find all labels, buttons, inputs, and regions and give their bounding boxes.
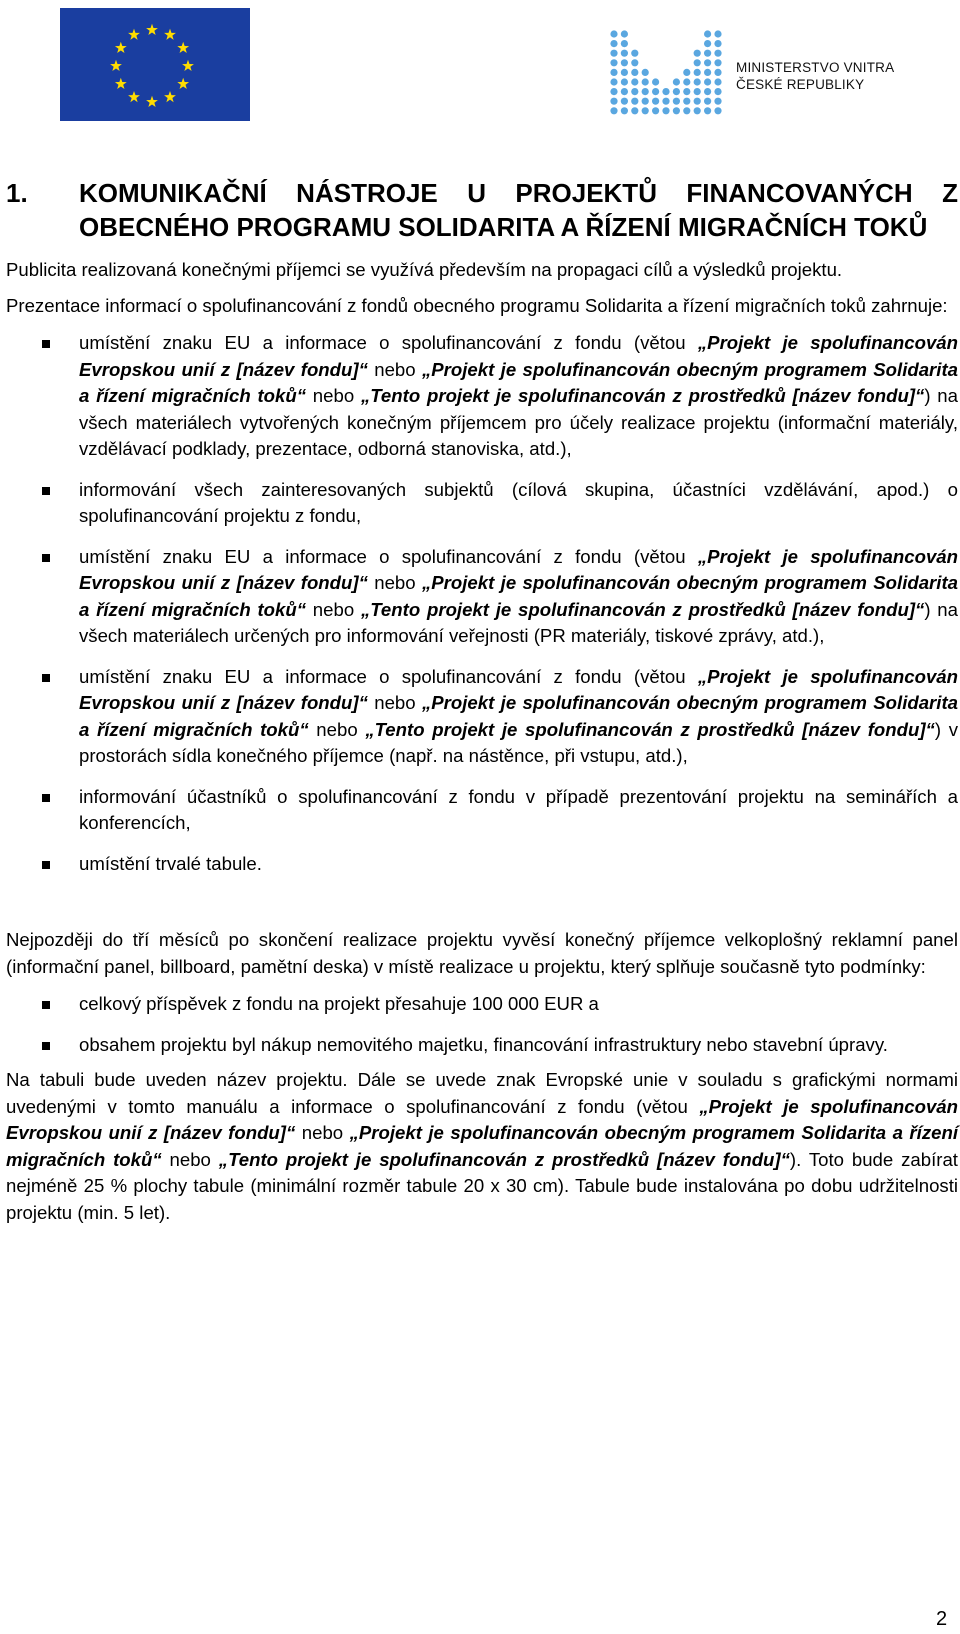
section-heading xyxy=(6,176,958,244)
logo-dot xyxy=(714,30,721,37)
logo-dot xyxy=(610,88,617,95)
logo-dot xyxy=(714,69,721,76)
logo-dot xyxy=(714,40,721,47)
bullet-icon xyxy=(42,487,50,495)
document-body xyxy=(6,176,958,1226)
logo-dot xyxy=(694,78,701,85)
logo-dot xyxy=(621,88,628,95)
ministry-name-line2: ČESKÉ REPUBLIKY xyxy=(736,77,865,92)
bullet-icon xyxy=(42,340,50,348)
logo-dot xyxy=(652,107,659,114)
ministry-dots-icon xyxy=(608,28,728,116)
logo-dot xyxy=(642,107,649,114)
publicity-list xyxy=(6,330,958,877)
logo-dot xyxy=(610,78,617,85)
bullet-icon xyxy=(42,1042,50,1050)
intro-paragraph-2: Prezentace informací o spolufinancování z fondů obecného programu Solidarita a řízení migračních toků zahrnuje: xyxy=(6,294,948,316)
logo-dot xyxy=(673,98,680,105)
logo-dot xyxy=(673,78,680,85)
logo-dot xyxy=(610,98,617,105)
section-title: KOMUNIKAČNÍ NÁSTROJE U PROJEKTŮ FINANCOVANÝCH Z OBECNÉHO PROGRAMU SOLIDARITA A ŘÍZENÍ MIGRAČNÍCH TOKŮ xyxy=(79,178,958,242)
logo-dot xyxy=(704,30,711,37)
logo-dot xyxy=(694,88,701,95)
logo-dot xyxy=(714,107,721,114)
logo-dot xyxy=(621,78,628,85)
logo-dot xyxy=(673,107,680,114)
logo-dot xyxy=(662,107,669,114)
panel-paragraph-2: Na tabuli bude uveden název projektu. Dále se uvede znak Evropské unie v souladu s grafickými normami uvedenými v tomto manuálu a informace o spolufinancování z fondu (větou „Projekt je spolufinancován Evropskou unií z [název fondu]“ nebo „Projekt je spolufinancován obecným programem Solidarita a řízení migračních toků“ nebo „Tento projekt je spolufinancován z prostředků [název fondu]“). Toto bude zabírat nejméně 25 % plochy tabule (minimální rozměr tabule 20 x 30 cm). Tabule bude instalována po dobu udržitelnosti projektu (min. 5 let). xyxy=(6,1069,958,1223)
logo-dot xyxy=(631,50,638,57)
logo-dot xyxy=(694,59,701,66)
logo-dot xyxy=(610,107,617,114)
logo-dot xyxy=(631,107,638,114)
logo-dot xyxy=(683,107,690,114)
logo-dot xyxy=(683,69,690,76)
logo-dot xyxy=(694,98,701,105)
logo-dot xyxy=(714,88,721,95)
logo-dot xyxy=(631,98,638,105)
logo-dot xyxy=(704,88,711,95)
logo-dot xyxy=(662,98,669,105)
bullet-icon xyxy=(42,861,50,869)
logo-dot xyxy=(704,107,711,114)
list-item: umístění znaku EU a informace o spolufinancování z fondu (větou „Projekt je spolufinancován Evropskou unií z [název fondu]“ nebo „Projekt je spolufinancován obecným programem Solidarita a řízení migračních toků“ nebo „Tento projekt je spolufinancován z prostředků [název fondu]“) v prostorách sídla konečného příjemce (např. na nástěnce, při vstupu, atd.), xyxy=(6,664,958,770)
bullet-icon xyxy=(42,554,50,562)
logo-dot xyxy=(631,69,638,76)
eu-flag-icon xyxy=(60,8,250,121)
logo-dot xyxy=(610,30,617,37)
logo-dot xyxy=(704,50,711,57)
ministry-name xyxy=(736,59,894,93)
logo-dot xyxy=(652,78,659,85)
logo-dot xyxy=(683,88,690,95)
page-number: 2 xyxy=(936,1608,948,1630)
logo-dot xyxy=(621,30,628,37)
logo-dot xyxy=(714,98,721,105)
logo-dot xyxy=(704,40,711,47)
logo-dot xyxy=(642,69,649,76)
logo-dot xyxy=(621,59,628,66)
ministry-name-line1: MINISTERSTVO VNITRA xyxy=(736,60,895,75)
bullet-icon xyxy=(42,1001,50,1009)
logo-dot xyxy=(673,88,680,95)
list-item: obsahem projektu byl nákup nemovitého majetku, financování infrastruktury nebo stavební úpravy. xyxy=(6,1032,958,1059)
ministry-logo xyxy=(608,28,920,116)
list-item: umístění znaku EU a informace o spolufinancování z fondu (větou „Projekt je spolufinancován Evropskou unií z [název fondu]“ nebo „Projekt je spolufinancován obecným programem Solidarita a řízení migračních toků“ nebo „Tento projekt je spolufinancován z prostředků [název fondu]“) na všech materiálech určených pro informování veřejnosti (PR materiály, tiskové zprávy, atd.), xyxy=(6,544,958,650)
list-item: umístění znaku EU a informace o spolufinancování z fondu (větou „Projekt je spolufinancován Evropskou unií z [název fondu]“ nebo „Projekt je spolufinancován obecným programem Solidarita a řízení migračních toků“ nebo „Tento projekt je spolufinancován z prostředků [název fondu]“) na všech materiálech vytvořených konečným příjemcem pro účely realizace projektu (informační materiály, vzdělávací podklady, prezentace, odborná stanoviska, atd.), xyxy=(6,330,958,463)
logo-dot xyxy=(714,50,721,57)
logo-dot xyxy=(683,78,690,85)
intro-paragraph-1: Publicita realizovaná konečnými příjemci se využívá především na propagaci cílů a výsledků projektu. xyxy=(6,259,843,280)
logo-dot xyxy=(621,50,628,57)
logo-dot xyxy=(621,107,628,114)
list-item: informování účastníků o spolufinancování z fondu v případě prezentování projektu na seminářích a konferencích, xyxy=(6,784,958,837)
header-logos xyxy=(0,0,960,130)
logo-dot xyxy=(683,98,690,105)
section-number: 1. xyxy=(6,178,28,208)
logo-dot xyxy=(662,88,669,95)
logo-dot xyxy=(610,69,617,76)
bullet-icon xyxy=(42,794,50,802)
logo-dot xyxy=(642,98,649,105)
logo-dot xyxy=(642,88,649,95)
logo-dot xyxy=(704,59,711,66)
logo-dot xyxy=(652,98,659,105)
logo-dot xyxy=(631,88,638,95)
logo-dot xyxy=(694,69,701,76)
logo-dot xyxy=(621,40,628,47)
logo-dot xyxy=(621,98,628,105)
logo-dot xyxy=(631,78,638,85)
logo-dot xyxy=(631,59,638,66)
list-item: umístění trvalé tabule. xyxy=(6,851,958,878)
logo-dot xyxy=(621,69,628,76)
list-item: informování všech zainteresovaných subjektů (cílová skupina, účastníci vzdělávání, apod.) o spolufinancování projektu z fondu, xyxy=(6,477,958,530)
logo-dot xyxy=(694,107,701,114)
logo-dot xyxy=(714,78,721,85)
logo-dot xyxy=(714,59,721,66)
bullet-icon xyxy=(42,674,50,682)
list-item: celkový příspěvek z fondu na projekt přesahuje 100 000 EUR a xyxy=(6,991,958,1018)
panel-paragraph-1: Nejpozději do tří měsíců po skončení realizace projektu vyvěsí konečný příjemce velkoplošný reklamní panel (informační panel, billboard, pamětní deska) v místě realizace u projektu, který splňuje současně tyto podmínky: xyxy=(6,929,958,977)
logo-dot xyxy=(610,59,617,66)
logo-dot xyxy=(652,88,659,95)
panel-conditions-list xyxy=(6,991,958,1058)
logo-dot xyxy=(610,50,617,57)
logo-dot xyxy=(642,78,649,85)
logo-dot xyxy=(704,78,711,85)
logo-dot xyxy=(610,40,617,47)
logo-dot xyxy=(694,50,701,57)
logo-dot xyxy=(704,98,711,105)
logo-dot xyxy=(704,69,711,76)
